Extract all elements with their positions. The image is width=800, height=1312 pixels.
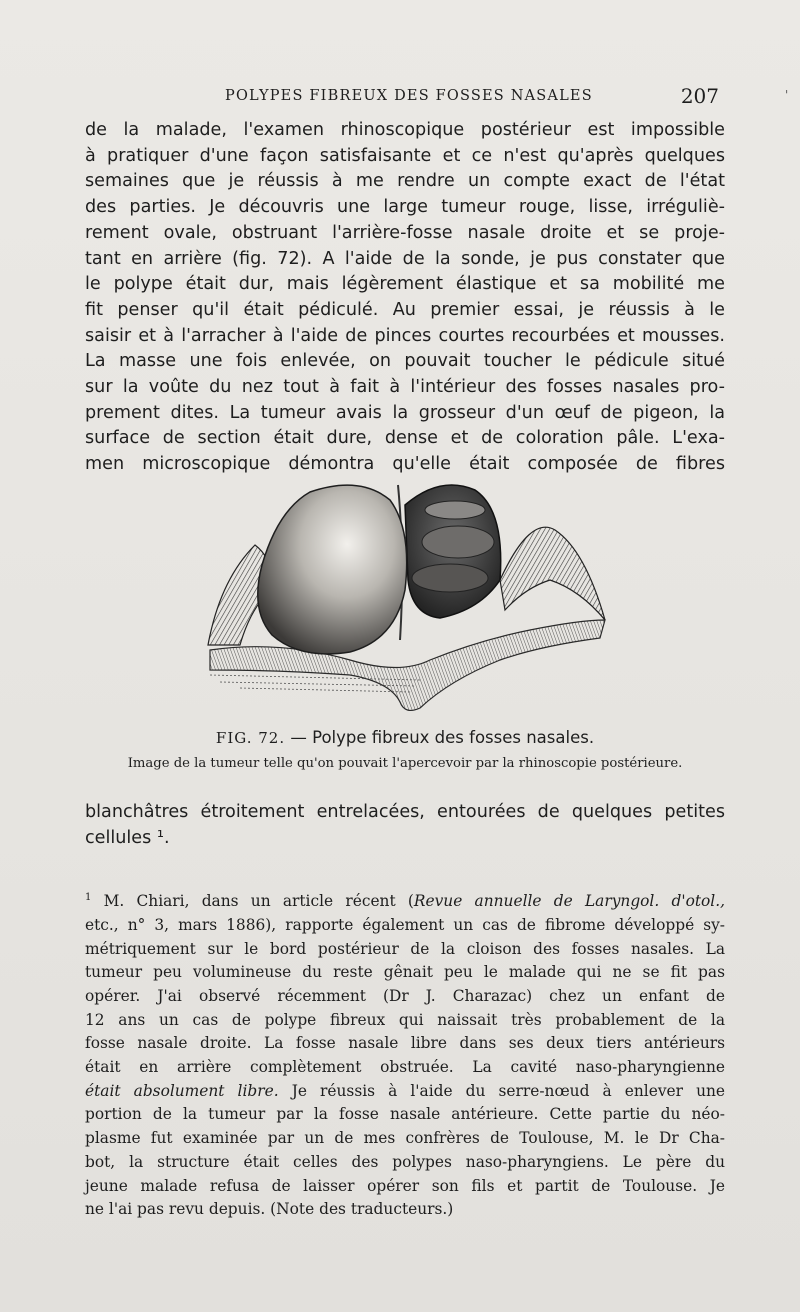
text-line: des parties. Je découvris une large tumeur rouge, lisse, irréguliè- xyxy=(85,197,725,218)
text-line: surface de section était dure, dense et de coloration pâle. L'exa- xyxy=(85,428,725,449)
page-number: 207 xyxy=(680,84,719,108)
figure-72-illustration xyxy=(200,470,620,720)
figure-caption-title xyxy=(85,728,725,747)
figure-caption-description: Image de la tumeur telle qu'on pouvait l'apercevoir par la rhinoscopie postérieure. xyxy=(127,756,683,771)
text-line: blanchâtres étroitement entrelacées, entourées de quelques petites xyxy=(85,802,725,822)
text-line: à pratiquer d'une façon satisfaisante et ce n'est qu'après quelques xyxy=(85,145,725,166)
footnote-line: ne l'ai pas revu depuis. (Note des traducteurs.) xyxy=(85,1200,454,1219)
footnote-line: opérer. J'ai observé récemment (Dr J. Charazac) chez un enfant de xyxy=(85,986,725,1005)
figure-title: — Polype fibreux des fosses nasales. xyxy=(285,728,595,747)
turbinate xyxy=(425,501,485,519)
margin-mark: ' xyxy=(785,88,789,102)
text-line: men microscopique démontra qu'elle était composée de fibres xyxy=(85,454,725,475)
footnote-line: plasme fut examinée par un de mes confrères de Toulouse, M. le Dr Cha- xyxy=(85,1129,725,1148)
turbinate xyxy=(422,526,494,558)
body-paragraph-2 xyxy=(85,800,725,851)
polyp-mass xyxy=(258,485,407,654)
footnote-line: métriquement sur le bord postérieur de la cloison des fosses nasales. La xyxy=(85,939,725,958)
footnote-text: M. Chiari, dans un article récent ( xyxy=(103,892,414,911)
footnote-line: etc., n° 3, mars 1886), rapporte également un cas de fibrome développé sy- xyxy=(85,915,725,934)
turbinate xyxy=(412,564,488,592)
body-paragraph-1 xyxy=(85,118,725,478)
text-line: La masse une fois enlevée, on pouvait toucher le pédicule situé xyxy=(85,351,725,372)
text-line: rement ovale, obstruant l'arrière-fosse nasale droite et se proje- xyxy=(85,222,725,243)
text-line: de la malade, l'examen rhinoscopique postérieur est impossible xyxy=(85,120,725,140)
running-head: POLYPES FIBREUX DES FOSSES NASALES xyxy=(225,88,593,104)
footnote-line xyxy=(85,886,725,914)
text-line: sur la voûte du nez tout à fait à l'intérieur des fosses nasales pro- xyxy=(85,377,725,398)
text-line: le polype était dur, mais légèrement élastique et sa mobilité me xyxy=(85,274,725,295)
journal-title: Revue annuelle de Laryngol. d'otol., xyxy=(413,892,725,911)
footnote-marker: 1 xyxy=(85,892,92,903)
figure-label: FIG. 72. xyxy=(215,729,286,747)
footnote-line: portion de la tumeur par la fosse nasale antérieure. Cette partie du néo- xyxy=(85,1105,725,1124)
footnote-line: jeune malade refusa de laisser opérer son fils et partit de Toulouse. Je xyxy=(85,1176,725,1195)
text-line: saisir et à l'arracher à l'aide de pinces courtes recourbées et mousses. xyxy=(85,325,725,346)
footnote-line xyxy=(85,1080,725,1104)
italic-phrase: était absolument libre. xyxy=(85,1081,279,1100)
text-line: cellules ¹. xyxy=(85,827,170,848)
footnote-line: fosse nasale droite. La fosse nasale libre dans ses deux tiers antérieurs xyxy=(85,1034,725,1053)
footnote-text: Je réussis à l'aide du serre-nœud à enlever une xyxy=(278,1081,725,1100)
text-line: tant en arrière (fig. 72). A l'aide de la sonde, je pus constater que xyxy=(85,248,725,269)
palate-base xyxy=(210,620,605,710)
footnote-line: bot, la structure était celles des polypes naso-pharyngiens. Le père du xyxy=(85,1152,725,1171)
footnote-line: 12 ans un cas de polype fibreux qui naissait très probablement de la xyxy=(85,1010,725,1029)
text-line: fit penser qu'il était pédiculé. Au premier essai, je réussis à le xyxy=(85,299,725,320)
footnote-line: était en arrière complètement obstruée. La cavité naso-pharyngienne xyxy=(85,1058,725,1077)
text-line: prement dites. La tumeur avais la grosseur d'un œuf de pigeon, la xyxy=(85,402,725,423)
text-line: semaines que je réussis à me rendre un compte exact de l'état xyxy=(85,171,725,192)
page-header xyxy=(85,86,725,114)
right-fold xyxy=(500,527,605,620)
footnote-line: tumeur peu volumineuse du reste gênait peu le malade qui ne se fit pas xyxy=(85,963,725,982)
footnote xyxy=(85,886,725,1222)
